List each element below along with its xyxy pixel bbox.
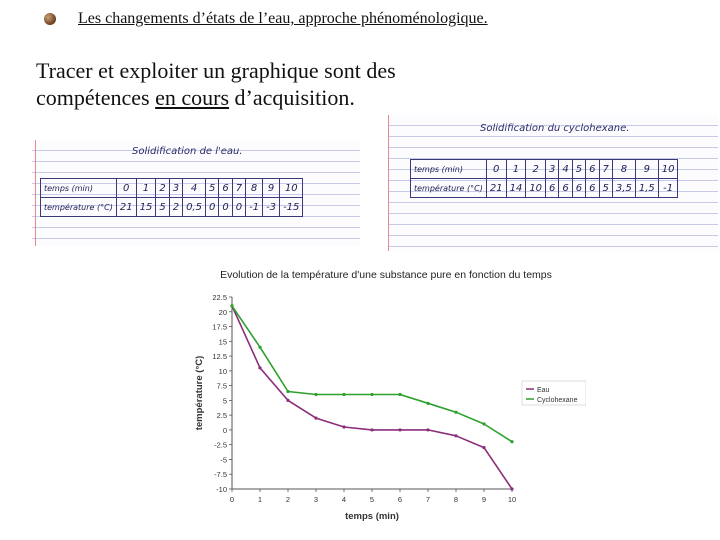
table-cell: 0 <box>219 198 232 217</box>
table-cell: 9 <box>635 160 658 179</box>
data-point <box>426 402 429 405</box>
table-cell: 0,5 <box>183 198 206 217</box>
table-cell: 21 <box>116 198 136 217</box>
table-cell: 21 <box>486 179 506 198</box>
x-tick-label: 0 <box>229 495 235 504</box>
data-point <box>370 393 373 396</box>
y-tick-label: 5 <box>222 396 227 406</box>
table-cell: -3 <box>263 198 280 217</box>
x-tick-label: 8 <box>453 495 459 504</box>
chart-series <box>230 304 513 490</box>
table-cell: -1 <box>246 198 263 217</box>
data-point <box>482 422 485 425</box>
table-cell: 0 <box>232 198 245 217</box>
legend-entry: Cyclohexane <box>537 397 578 404</box>
table-cell: 3 <box>169 179 182 198</box>
x-tick-label: 9 <box>481 495 487 504</box>
table-cell: 6 <box>586 179 599 198</box>
table-cell: 2 <box>156 179 169 198</box>
y-tick-label: 22.5 <box>212 293 227 302</box>
y-tick-label: 7.5 <box>216 381 227 391</box>
x-axis-label: temps (min) <box>345 511 399 522</box>
table-cell: 1 <box>506 160 526 179</box>
x-tick-label: 4 <box>341 495 347 504</box>
page-title: Les changements d’états de l’eau, approche phénoménologique. <box>78 10 488 27</box>
series-line-1 <box>232 306 512 442</box>
subtitle-line2-after: d’acquisition. <box>229 85 355 110</box>
table-cell: 3 <box>546 160 559 179</box>
table-cell: 5 <box>156 198 169 217</box>
temperature-chart <box>186 263 586 525</box>
x-tick-label: 7 <box>425 495 431 504</box>
data-point <box>398 428 401 431</box>
y-tick-label: -2.5 <box>214 440 227 450</box>
margin-line <box>388 115 389 251</box>
photo-right-title: Solidification du cyclohexane. <box>480 123 630 134</box>
table-row <box>41 198 303 217</box>
x-tick-label: 1 <box>257 495 263 504</box>
table-cell: 4 <box>559 160 572 179</box>
data-point <box>258 346 261 349</box>
data-point <box>342 425 345 428</box>
data-point <box>230 304 233 307</box>
chart-legend <box>522 381 586 405</box>
x-tick-label: 10 <box>507 495 517 504</box>
subtitle-text <box>36 57 396 111</box>
notebook-photo-water <box>32 140 360 246</box>
table-cell: 8 <box>612 160 635 179</box>
table-cell: 10 <box>658 160 678 179</box>
row-label: temps (min) <box>411 160 487 179</box>
photo-left-table <box>40 178 303 217</box>
data-point <box>314 417 317 420</box>
table-cell: 3,5 <box>612 179 635 198</box>
bullet-icon <box>44 13 56 25</box>
y-tick-label: 0 <box>222 425 227 435</box>
data-point <box>286 390 289 393</box>
data-point <box>314 393 317 396</box>
data-point <box>454 411 457 414</box>
table-cell: 2 <box>526 160 546 179</box>
y-axis-ticks <box>212 293 232 494</box>
margin-line <box>35 140 36 246</box>
subtitle-line2-before: compétences <box>36 85 156 110</box>
y-tick-label: 20 <box>218 307 227 317</box>
table-cell: 15 <box>136 198 156 217</box>
x-tick-label: 5 <box>369 495 375 504</box>
table-cell: 0 <box>486 160 506 179</box>
y-tick-label: -10 <box>216 485 227 494</box>
table-cell: 10 <box>280 179 303 198</box>
table-cell: 6 <box>219 179 232 198</box>
y-tick-label: 12.5 <box>212 352 227 362</box>
table-cell: 6 <box>559 179 572 198</box>
table-cell: -1 <box>658 179 678 198</box>
legend-entry: Eau <box>537 387 550 394</box>
series-line-0 <box>232 306 512 489</box>
y-axis-label: température (°C) <box>194 355 205 431</box>
table-cell: 7 <box>232 179 245 198</box>
table-cell: 4 <box>183 179 206 198</box>
data-point <box>398 393 401 396</box>
y-tick-label: -5 <box>220 455 227 465</box>
photo-left-title: Solidification de l'eau. <box>132 146 243 157</box>
table-cell: 6 <box>586 160 599 179</box>
table-cell: 7 <box>599 160 612 179</box>
table-cell: 5 <box>572 160 585 179</box>
table-cell: 1 <box>136 179 156 198</box>
x-tick-label: 3 <box>313 495 319 504</box>
table-cell: 5 <box>599 179 612 198</box>
data-point <box>510 440 513 443</box>
chart-title: Evolution de la température d'une substance pure en fonction du temps <box>220 269 552 281</box>
table-cell: 5 <box>205 179 218 198</box>
table-cell: 1,5 <box>635 179 658 198</box>
table-cell: 6 <box>572 179 585 198</box>
notebook-photo-cyclohexane <box>388 115 718 251</box>
y-tick-label: -7.5 <box>214 470 227 480</box>
table-cell: 14 <box>506 179 526 198</box>
row-label: température (°C) <box>41 198 117 217</box>
data-point <box>426 428 429 431</box>
row-label: temps (min) <box>41 179 117 198</box>
y-tick-label: 17.5 <box>212 322 227 332</box>
data-point <box>258 366 261 369</box>
subtitle-line2-underlined: en cours <box>155 85 230 110</box>
y-tick-label: 2.5 <box>216 411 227 421</box>
table-cell: 2 <box>169 198 182 217</box>
data-point <box>342 393 345 396</box>
data-point <box>482 446 485 449</box>
subtitle-line1: Tracer et exploiter un graphique sont des <box>36 58 396 83</box>
row-label: température (°C) <box>411 179 487 198</box>
table-cell: 0 <box>116 179 136 198</box>
x-tick-label: 2 <box>285 495 291 504</box>
x-tick-label: 6 <box>397 495 403 504</box>
y-tick-label: 15 <box>218 337 227 347</box>
table-cell: 0 <box>205 198 218 217</box>
table-cell: -15 <box>280 198 303 217</box>
table-cell: 8 <box>246 179 263 198</box>
data-point <box>286 399 289 402</box>
table-cell: 6 <box>546 179 559 198</box>
table-row <box>411 179 678 198</box>
data-point <box>510 487 513 490</box>
table-row <box>41 179 303 198</box>
data-point <box>454 434 457 437</box>
x-axis-ticks <box>230 489 516 504</box>
table-cell: 9 <box>263 179 280 198</box>
y-tick-label: 10 <box>218 366 227 376</box>
data-point <box>370 428 373 431</box>
table-row <box>411 160 678 179</box>
photo-right-table <box>410 159 678 198</box>
table-cell: 10 <box>526 179 546 198</box>
